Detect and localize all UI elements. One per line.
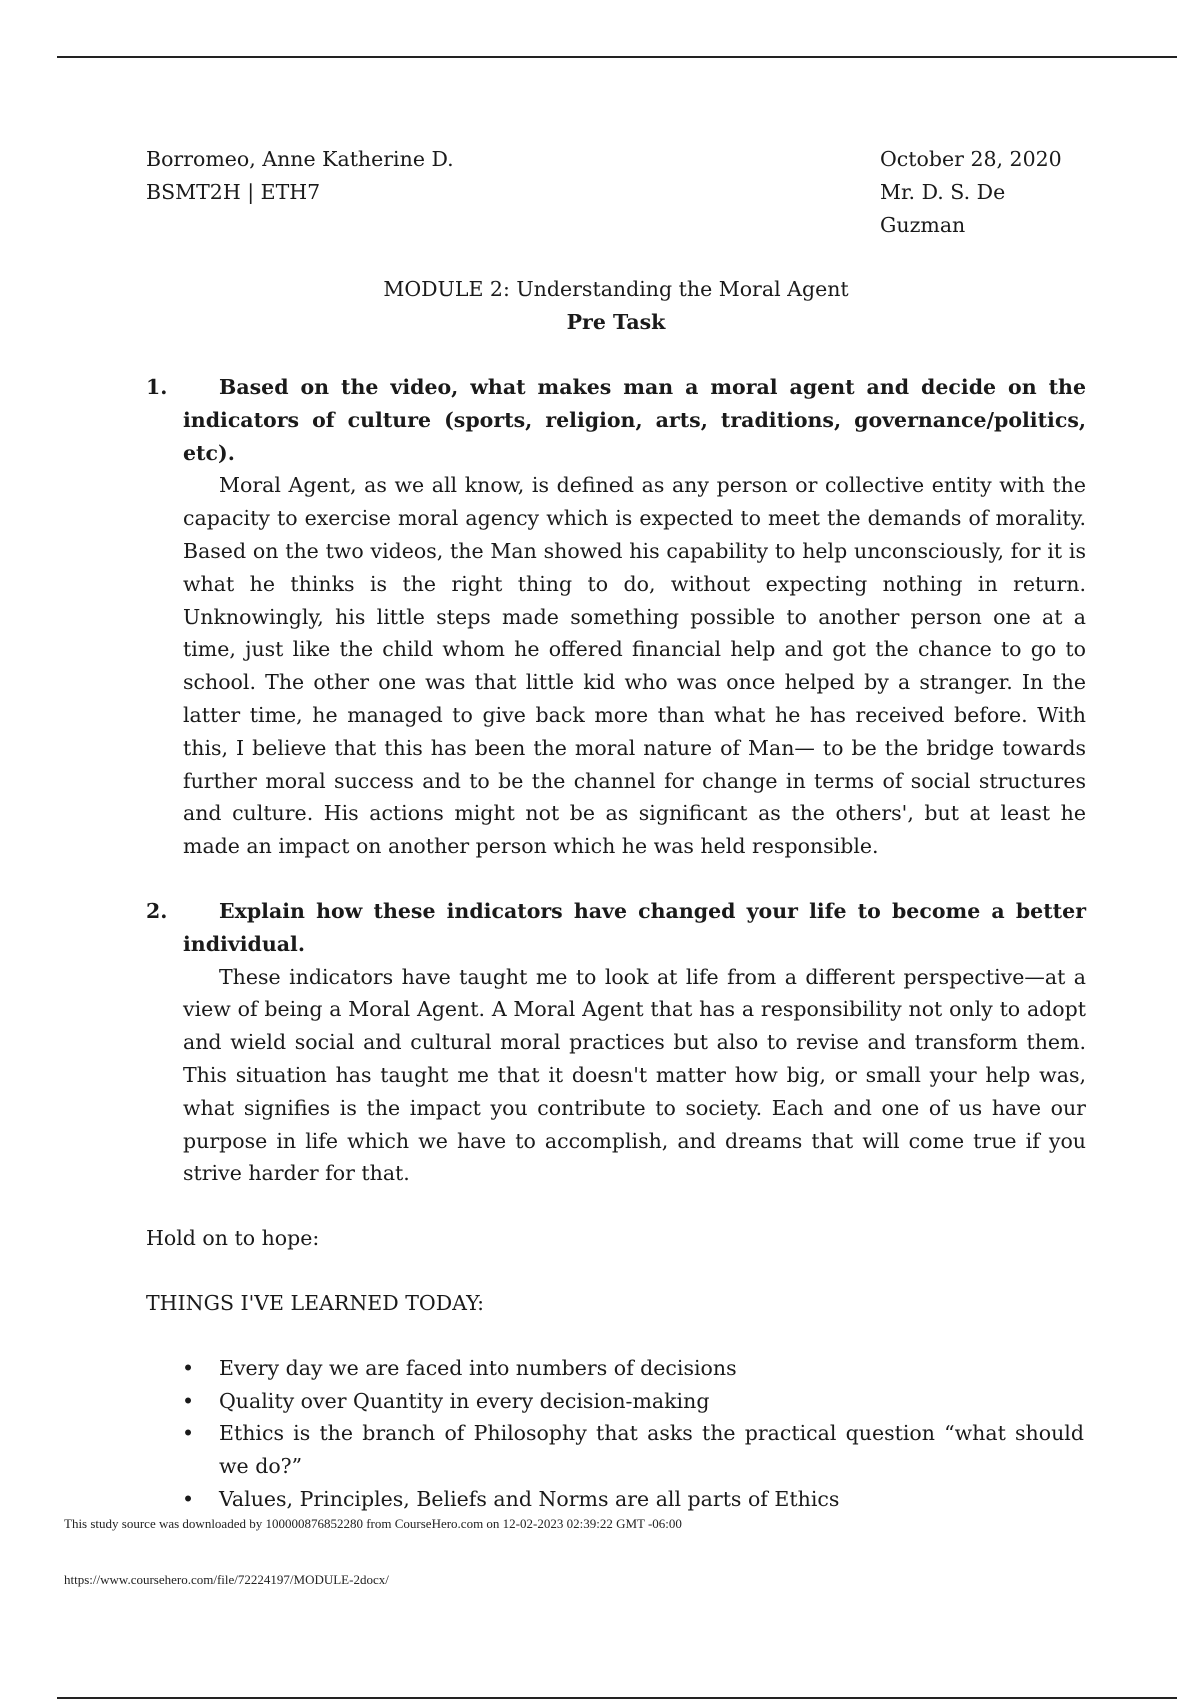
instructor-name: Mr. D. S. De Guzman bbox=[880, 179, 1006, 237]
submission-info bbox=[880, 143, 1086, 241]
list-item bbox=[146, 1352, 1086, 1385]
top-rule bbox=[57, 56, 1177, 58]
question-text: Explain how these indicators have changed your life to become a better individual. bbox=[183, 898, 1086, 956]
question-text: Based on the video, what makes man a moral agent and decide on the indicators of culture (sports, religion, arts, traditions, governance/politics, etc). bbox=[183, 374, 1086, 465]
list-item-text: Every day we are faced into numbers of decisions bbox=[219, 1355, 737, 1380]
question-number: 1. bbox=[146, 374, 168, 399]
hold-on-line: Hold on to hope: bbox=[146, 1226, 320, 1251]
bullet-icon: • bbox=[182, 1355, 195, 1380]
bullet-icon: • bbox=[182, 1421, 195, 1446]
question-block-1 bbox=[146, 371, 1086, 863]
source-url: https://www.coursehero.com/file/72224197/MODULE-2docx/ bbox=[64, 1572, 389, 1587]
download-notice: This study source was downloaded by 100000876852280 from CourseHero.com on 12-02-2023 02:39:22 GMT -06:00 bbox=[64, 1516, 682, 1531]
course-section: BSMT2H | ETH7 bbox=[146, 179, 321, 204]
learned-list bbox=[146, 1352, 1086, 1516]
module-title: MODULE 2: Understanding the Moral Agent bbox=[383, 277, 849, 302]
list-item-text: Quality over Quantity in every decision-making bbox=[219, 1388, 710, 1413]
answer-text: Moral Agent, as we all know, is defined as any person or collective entity with the capacity to exercise moral agency which is expected to meet the demands of morality. Based on the two videos, the Man showed his capability to help unconsciously, for it is what he thinks is the right thing to do, without expecting nothing in return. Unknowingly, his little steps made something possible to another person one at a time, just like the child whom he offered financial help and got the chance to go to school. The other one was that little kid who was once helped by a stranger. In the latter time, he managed to give back more than what he has received before. With this, I believe that this has been the moral nature of Man— to be the bridge towards further moral success and to be the channel for change in terms of social structures and culture. His actions might not be as significant as the others', but at least he made an impact on another person which he was held responsible. bbox=[183, 473, 1086, 859]
student-info bbox=[146, 143, 454, 241]
list-item bbox=[146, 1483, 1086, 1516]
answer-text: These indicators have taught me to look at life from a different perspective—at a view of being a Moral Agent. A Moral Agent that has a responsibility not only to adopt and wield social and cultural moral practices but also to revise and transform them. This situation has taught me that it doesn't matter how big, or small your help was, what signifies is the impact you contribute to society. Each and one of us have our purpose in life which we have to accomplish, and dreams that will come true if you strive harder for that. bbox=[183, 964, 1086, 1186]
list-item-text: Values, Principles, Beliefs and Norms are all parts of Ethics bbox=[219, 1486, 840, 1511]
learned-heading: THINGS I'VE LEARNED TODAY: bbox=[146, 1290, 485, 1315]
bullet-icon: • bbox=[182, 1388, 195, 1413]
document-header bbox=[146, 143, 1086, 241]
question-number: 2. bbox=[146, 898, 168, 923]
submission-date: October 28, 2020 bbox=[880, 147, 1062, 171]
bottom-rule bbox=[57, 1697, 1177, 1699]
list-item bbox=[146, 1417, 1086, 1483]
list-item bbox=[146, 1385, 1086, 1418]
document-page bbox=[146, 143, 1086, 1516]
question-block-2 bbox=[146, 895, 1086, 1190]
bullet-icon: • bbox=[182, 1486, 195, 1511]
module-subtitle: Pre Task bbox=[566, 310, 666, 335]
student-name: Borromeo, Anne Katherine D. bbox=[146, 147, 454, 171]
list-item-text: Ethics is the branch of Philosophy that asks the practical question “what should we do?” bbox=[219, 1421, 1084, 1479]
